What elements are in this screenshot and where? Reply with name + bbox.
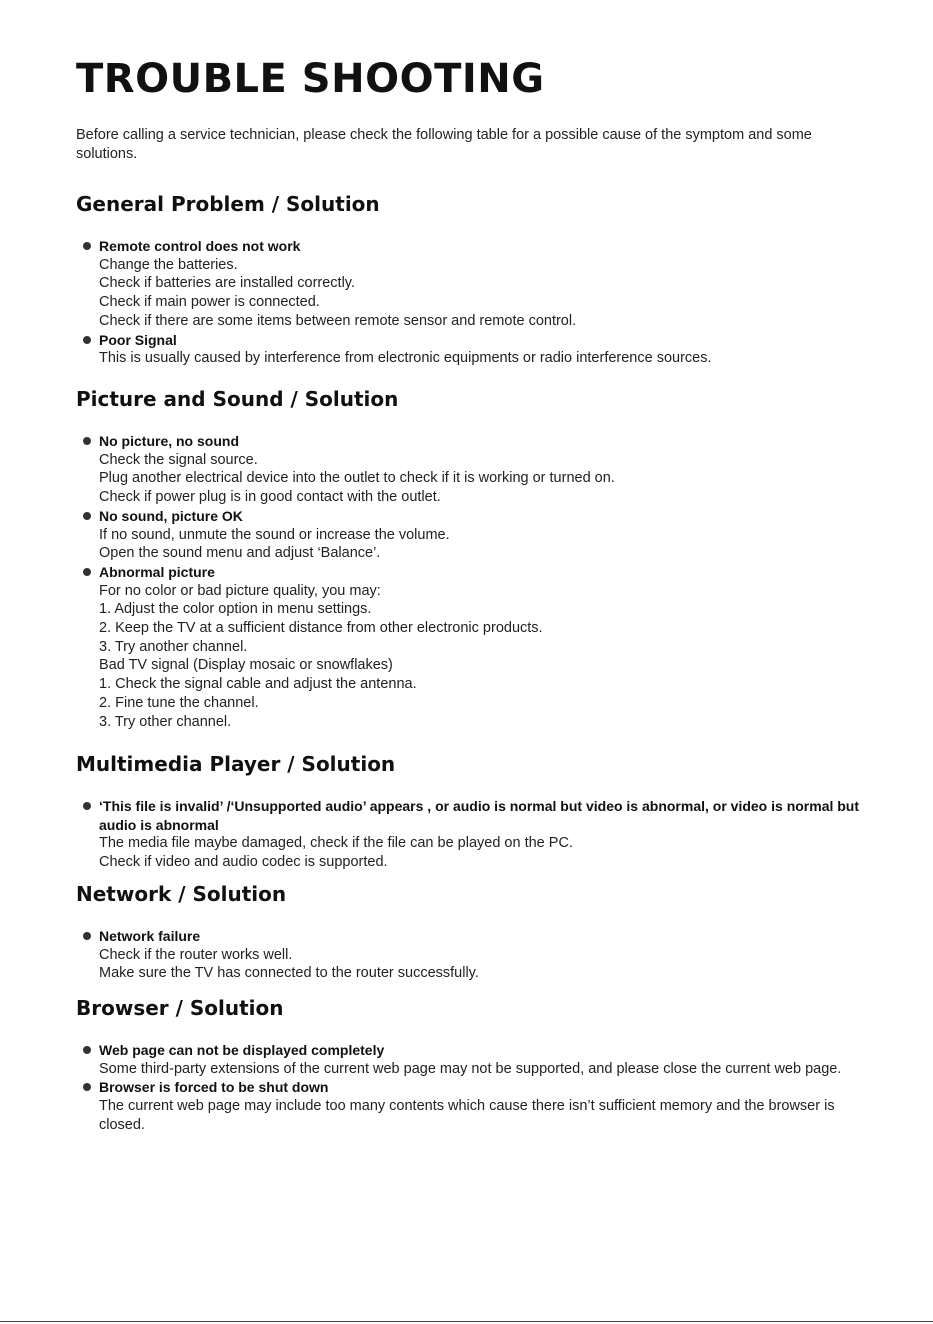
problem-title: Remote control does not work	[99, 238, 301, 254]
solution-line: Check the signal source.	[99, 451, 258, 468]
solution-line: Check if there are some items between remote sensor and remote control.	[99, 312, 577, 329]
problem-title: Poor Signal	[99, 331, 177, 348]
problem-item	[76, 237, 866, 331]
section-heading: Browser / Solution	[76, 996, 284, 1020]
problem-item	[76, 927, 866, 983]
section-heading: Multimedia Player / Solution	[76, 752, 396, 776]
problem-title: ‘This file is invalid’ /‘Unsupported audio’ appears , or audio is normal but video is abnormal, or video is normal but audio is abnormal	[99, 798, 860, 833]
solution-line: If no sound, unmute the sound or increase the volume.	[99, 526, 450, 543]
problem-title: No picture, no sound	[99, 433, 239, 449]
solution-line: 2. Fine tune the channel.	[99, 694, 259, 711]
problem-item	[76, 507, 866, 563]
page-title: TROUBLE SHOOTING	[76, 56, 545, 102]
solution-line: The media file maybe damaged, check if the file can be played on the PC.	[99, 835, 573, 852]
solution-line: Change the batteries.	[99, 256, 238, 273]
problem-title: Network failure	[99, 928, 201, 944]
problem-item	[76, 1078, 866, 1134]
solution-line: 3. Try another channel.	[99, 638, 248, 655]
bullet-icon	[83, 437, 91, 445]
problem-item	[76, 432, 866, 507]
solution-line: Open the sound menu and adjust ‘Balance’.	[99, 545, 381, 562]
solution-line: This is usually caused by interference from electronic equipments or radio interference sources.	[99, 350, 712, 367]
solution-line: 1. Adjust the color option in menu settings.	[99, 601, 372, 618]
solution-line: 2. Keep the TV at a sufficient distance from other electronic products.	[99, 620, 543, 637]
bullet-icon	[83, 1046, 91, 1054]
bullet-icon	[83, 242, 91, 250]
bullet-icon	[83, 1083, 91, 1091]
problem-list	[76, 237, 866, 368]
solution-line: Check if power plug is in good contact with the outlet.	[99, 489, 441, 506]
intro-paragraph: Before calling a service technician, please check the following table for a possible cause of the symptom and some solutions.	[76, 127, 812, 162]
solution-line: Check if video and audio codec is supported.	[99, 854, 388, 871]
problem-title: Web page can not be displayed completely	[99, 1042, 385, 1058]
solution-line: 1. Check the signal cable and adjust the antenna.	[99, 676, 417, 693]
problem-item	[76, 563, 866, 731]
problem-list	[76, 432, 866, 731]
solution-line: For no color or bad picture quality, you may:	[99, 582, 381, 599]
footer-rule	[0, 1321, 933, 1322]
problem-item	[76, 331, 866, 368]
section	[76, 995, 866, 1135]
problem-list	[76, 927, 866, 983]
section-heading: Picture and Sound / Solution	[76, 387, 399, 411]
bullet-icon	[83, 802, 91, 810]
problem-list	[76, 797, 866, 872]
solution-line: Check if batteries are installed correctly.	[99, 275, 356, 292]
solution-line: Bad TV signal (Display mosaic or snowflakes)	[99, 657, 393, 674]
solution-line: Plug another electrical device into the outlet to check if it is working or turned on.	[99, 470, 615, 487]
problem-title: No sound, picture OK	[99, 507, 243, 524]
bullet-icon	[83, 568, 91, 576]
solution-line: Check if main power is connected.	[99, 294, 320, 311]
problem-item	[76, 797, 866, 872]
problem-list	[76, 1041, 866, 1135]
section	[76, 386, 866, 731]
solution-line: The current web page may include too many contents which cause there isn’t sufficient memory and the browser is closed.	[99, 1098, 835, 1133]
section-heading: Network / Solution	[76, 882, 287, 906]
solution-line: Make sure the TV has connected to the router successfully.	[99, 965, 479, 982]
solution-line: Check if the router works well.	[99, 946, 293, 963]
section-heading: General Problem / Solution	[76, 192, 380, 216]
section	[76, 881, 866, 983]
bullet-icon	[83, 512, 91, 520]
solution-line: Some third-party extensions of the current web page may not be supported, and please close the current web page.	[99, 1060, 842, 1077]
section	[76, 191, 866, 368]
section	[76, 751, 866, 872]
solution-line: 3. Try other channel.	[99, 713, 232, 730]
problem-title: Browser is forced to be shut down	[99, 1079, 329, 1096]
problem-title: Abnormal picture	[99, 563, 215, 580]
bullet-icon	[83, 932, 91, 940]
bullet-icon	[83, 336, 91, 344]
problem-item	[76, 1041, 866, 1078]
